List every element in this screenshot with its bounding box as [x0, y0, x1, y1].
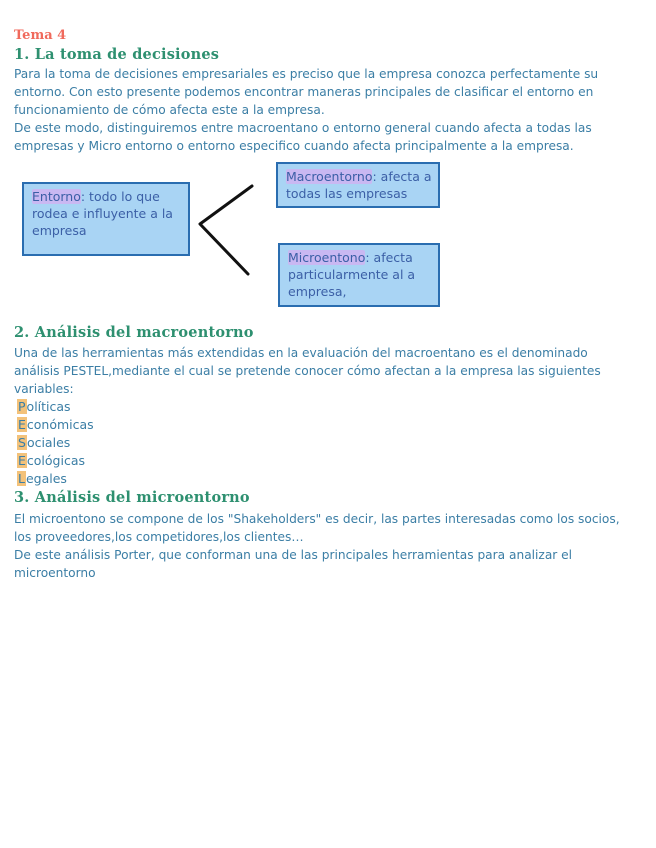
microentorno-term: Microentono — [288, 250, 366, 265]
pestel-item: Legales — [18, 471, 67, 486]
macroentorno-box — [276, 162, 440, 208]
section-2-body — [14, 344, 614, 398]
section-2-title: 2. Análisis del macroentorno — [14, 324, 254, 341]
section-3-paragraph: De este análisis Porter, que conforman una de las principales herramientas para analizar el microentorno — [14, 548, 573, 580]
section-1-paragraph: Para la toma de decisiones empresariales es preciso que la empresa conozca perfectamente su entorno. Con esto presente podemos encontrar maneras principales de clasificar el entorno en funcionamiento de cómo afecta este a la empresa. — [14, 67, 599, 117]
microentorno-box — [278, 243, 440, 307]
pestel-list — [17, 398, 94, 488]
entorno-definition: : todo lo que rodea e influyente a la empresa — [32, 189, 173, 238]
pestel-item: Políticas — [18, 399, 71, 414]
microentorno-definition: : afecta particularmente al a empresa, — [288, 250, 416, 299]
section-1-title: 1. La toma de decisiones — [14, 46, 220, 63]
pestel-item: Sociales — [18, 435, 71, 450]
macroentorno-term: Macroentorno — [286, 169, 373, 184]
entorno-term: Entorno — [32, 189, 81, 204]
pestel-item: Económicas — [18, 417, 94, 432]
topic-label: Tema 4 — [14, 28, 67, 43]
section-2-paragraph: Una de las herramientas más extendidas en la evaluación del macroentano es el denominado análisis PESTEL,mediante el cual se pretende conocer cómo afectan a la empresa las siguientes variables: — [14, 346, 601, 396]
section-3-body — [14, 510, 634, 582]
section-3-paragraph: El microentono se compone de los "Shakeholders" es decir, las partes interesadas como los socios, los proveedores,los competidores,los clientes… — [14, 512, 620, 544]
pestel-item: Ecológicas — [18, 453, 85, 468]
macroentorno-definition: : afecta a todas las empresas — [286, 169, 432, 201]
section-1-body — [14, 65, 644, 155]
section-3-title: 3. Análisis del microentorno — [14, 489, 250, 506]
entorno-box — [22, 182, 190, 256]
section-1-paragraph: De este modo, distinguiremos entre macroentano o entorno general cuando afecta a todas las empresas y Micro entorno o entorno especifico cuando afecta principalmente a la empresa. — [14, 121, 592, 153]
bracket-lines — [190, 180, 260, 280]
